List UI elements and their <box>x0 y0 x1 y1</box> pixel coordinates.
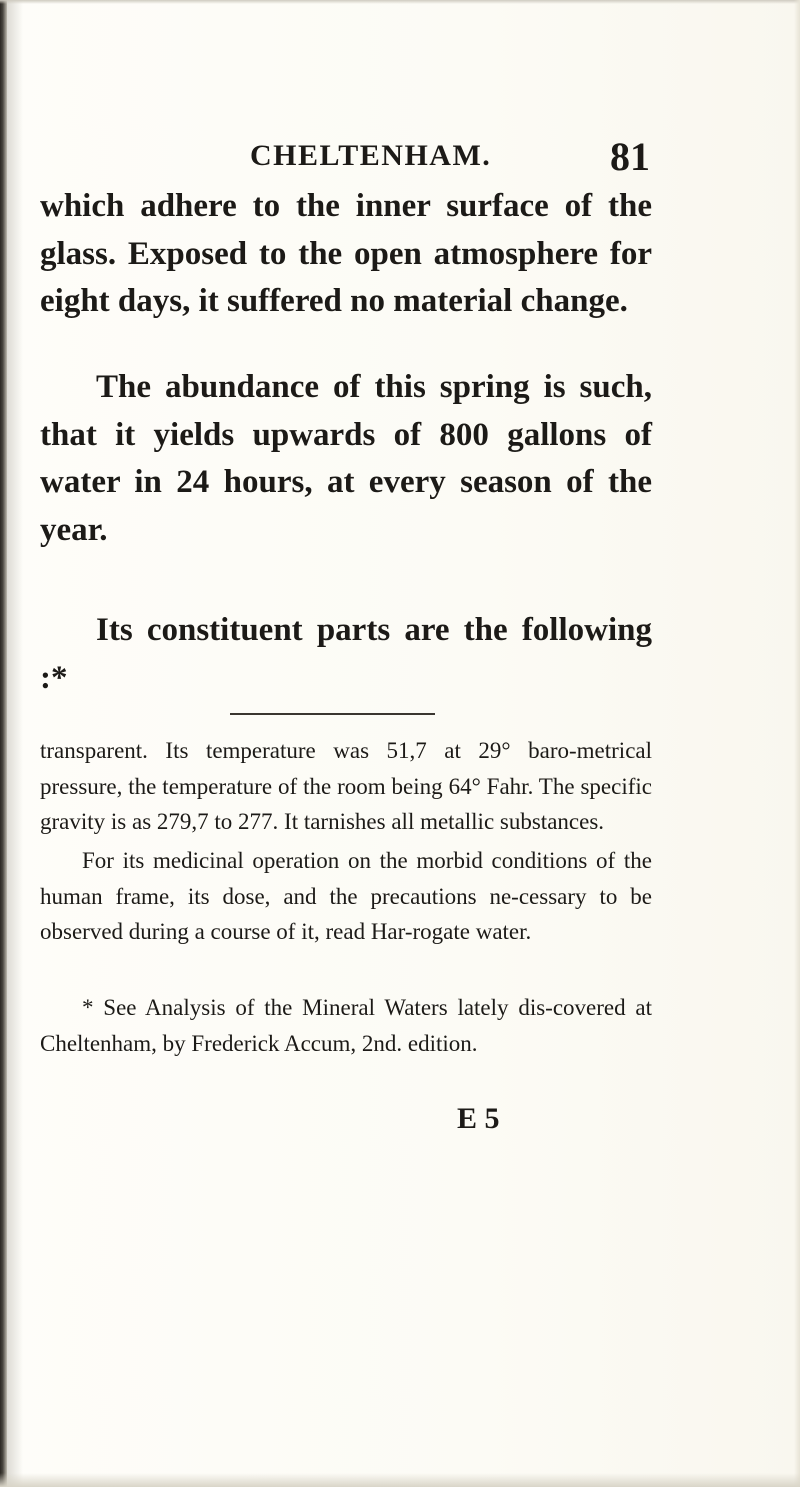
page-header <box>40 133 650 183</box>
gutter-shadow <box>7 0 23 1487</box>
running-head: CHELTENHAM. <box>250 139 492 172</box>
footnote-analysis: * See Analysis of the Mineral Waters lately dis-covered at Cheltenham, by Frederick Accum, 2nd. edition. <box>40 995 652 1056</box>
footnote-separator-rule <box>230 713 435 715</box>
page-top-edge <box>0 0 800 4</box>
paragraph-constituent-parts: Its constituent parts are the following :* <box>40 612 652 696</box>
paragraph-continuation: which adhere to the inner surface of the glass. Exposed to the open atmosphere for eight days, it suffered no material change. <box>40 188 652 319</box>
page-number: 81 <box>610 134 650 179</box>
note-medicinal-operation: For its medicinal operation on the morbid conditions of the human frame, its dose, and the precautions ne-cessary to be observed during a course of it, read Har-rogate water. <box>40 848 652 944</box>
signature-mark: E 5 <box>457 1102 500 1135</box>
book-spine <box>0 0 7 1487</box>
note-continuation: transparent. Its temperature was 51,7 at 29° baro-metrical pressure, the temperature of the room being 64° Fahr. The specific gravity is as 279,7 to 277. It tarnishes all metallic substances. <box>40 738 652 834</box>
paragraph-spring-abundance: The abundance of this spring is such, that it yields upwards of 800 gallons of water in 24 hours, at every season of the year. <box>40 369 652 548</box>
page-bottom-edge <box>0 1473 800 1487</box>
page-right-edge <box>794 0 800 1487</box>
